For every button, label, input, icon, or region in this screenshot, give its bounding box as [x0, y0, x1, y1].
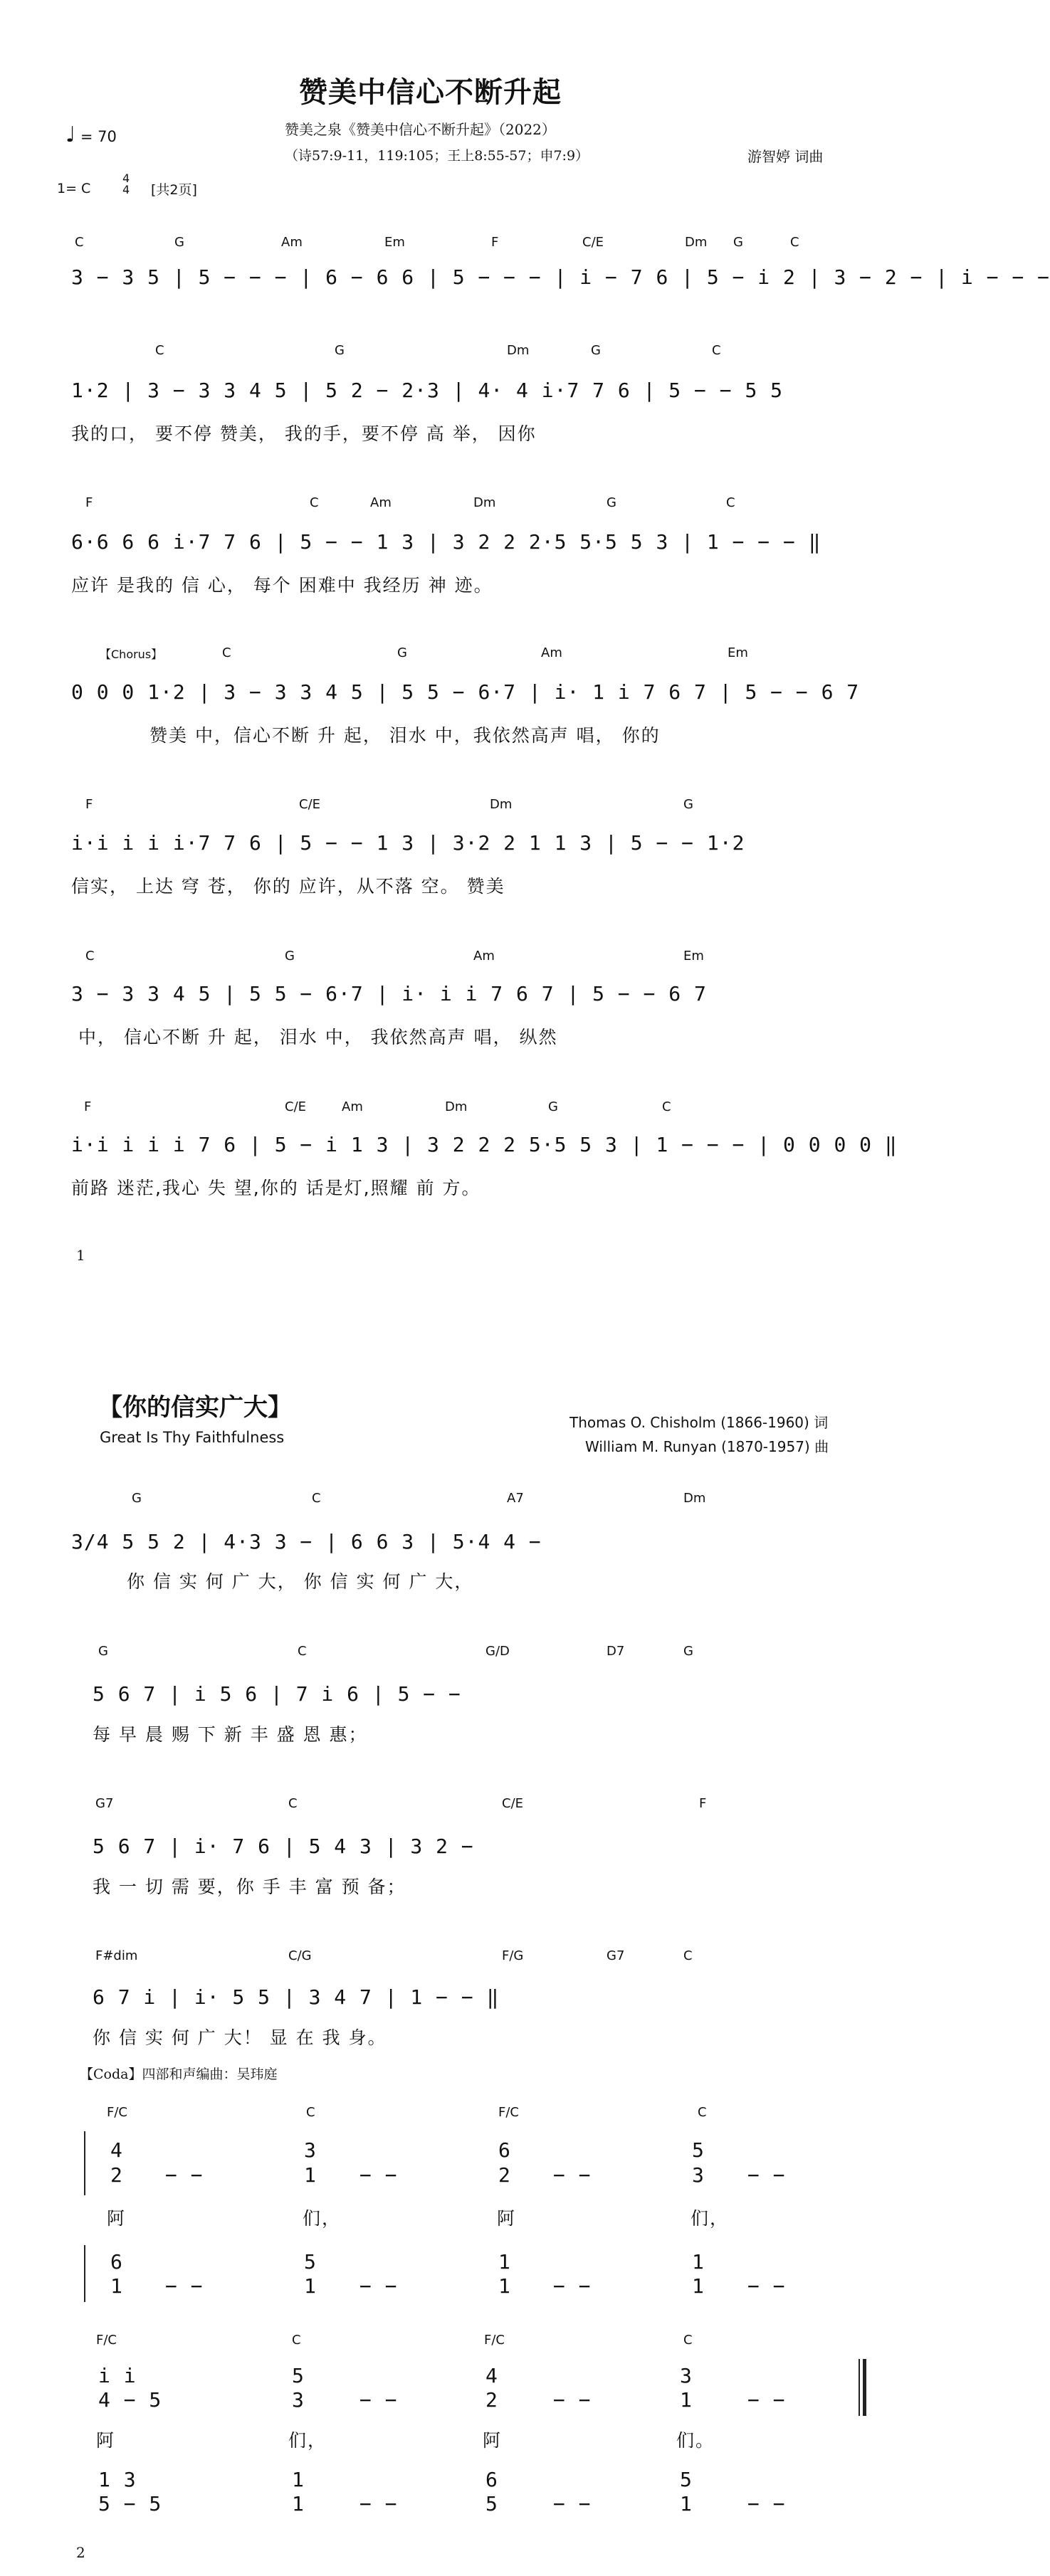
chord-symbol: C [662, 1099, 671, 1114]
lyric-row: 每 早 晨 赐 下 新 丰 盛 恩 惠； [93, 1724, 368, 1745]
soprano-note: 3 [680, 2364, 693, 2387]
chord-symbol: C [698, 2105, 707, 2120]
chord-symbol: C [222, 645, 231, 660]
alto-note: 4 − 5 [98, 2388, 162, 2412]
soprano-note: 3 [304, 2138, 317, 2162]
chord-symbol: C/E [285, 1099, 307, 1114]
tenor-note: 5 [304, 2250, 317, 2274]
chord-symbol: G [335, 343, 345, 358]
hymn-title: 【你的信实广大】 [98, 1393, 292, 1422]
chord-symbol: C [85, 949, 95, 964]
chord-symbol: C/E [502, 1796, 524, 1811]
alto-note: 1 [680, 2388, 693, 2412]
rest-dashes: − − [359, 2388, 398, 2412]
bass-note: 5 [485, 2492, 498, 2516]
page-number: 1 [76, 1247, 85, 1264]
page-number: 2 [76, 2544, 85, 2561]
lyric-row: 信实， 上达 穹 苍， 你的 应许，从不落 空。 赞美 [71, 876, 505, 897]
coda-lyric: 们。 [676, 2430, 715, 2451]
lyric-row: 我 一 切 需 要，你 手 丰 富 预 备； [93, 1876, 406, 1897]
chord-symbol: G [607, 495, 616, 510]
system-bracket [84, 2131, 85, 2195]
chord-symbol: C [712, 343, 721, 358]
final-barline [863, 2359, 866, 2416]
coda-lyric: 阿 [107, 2208, 127, 2229]
notation-row: i·i i i i 7 6 | 5 − i 1 3 | 3 2 2 2 5·5 5 3 | 1 − − − | 0 0 0 0 ‖ [71, 1133, 898, 1156]
chord-symbol: Dm [683, 1491, 706, 1506]
chord-symbol: Am [541, 645, 562, 660]
rest-dashes: − − [553, 2163, 592, 2187]
chord-symbol: G [591, 343, 601, 358]
tempo-marking: ♩ = 70 [65, 122, 117, 147]
chord-symbol: C [683, 1948, 693, 1963]
tenor-note: 6 [110, 2250, 123, 2274]
chord-symbol: Dm [507, 343, 530, 358]
lyric-row: 你 信 实 何 广 大， 你 信 实 何 广 大， [127, 1571, 474, 1592]
soprano-note: i i [98, 2364, 137, 2387]
section-label-chorus: 【Chorus】 [100, 648, 163, 661]
chord-symbol: G [132, 1491, 142, 1506]
bass-note: 5 − 5 [98, 2492, 162, 2516]
chord-symbol: Dm [445, 1099, 468, 1114]
alto-note: 3 [292, 2388, 305, 2412]
chord-symbol: C/G [288, 1948, 312, 1963]
chord-symbol: C [790, 235, 799, 250]
tenor-note: 1 3 [98, 2468, 137, 2491]
chord-symbol: Dm [685, 235, 708, 250]
chord-symbol: Am [281, 235, 303, 250]
chord-symbol: F/G [502, 1948, 524, 1963]
chord-symbol: F/C [96, 2333, 117, 2348]
scripture-refs: （诗57:9-11，119:105；王上8:55-57；申7:9） [285, 148, 589, 164]
key-signature: 1= C [57, 181, 91, 196]
notation-row: 0 0 0 1·2 | 3 − 3 3 4 5 | 5 5 − 6·7 | i· 1 i 7 6 7 | 5 − − 6 7 [71, 680, 860, 704]
soprano-note: 4 [110, 2138, 123, 2162]
chord-symbol: C [155, 343, 164, 358]
chord-symbol: F [491, 235, 499, 250]
soprano-note: 5 [292, 2364, 305, 2387]
lyric-row: 前路 迷茫,我心 失 望,你的 话是灯,照耀 前 方。 [71, 1178, 481, 1198]
lyricist-credit: Thomas O. Chisholm (1866-1960) 词 [569, 1414, 829, 1431]
chord-symbol: G [683, 797, 693, 812]
coda-lyric: 们， [288, 2430, 327, 2451]
alto-note: 2 [498, 2163, 511, 2187]
chord-symbol: Dm [473, 495, 496, 510]
coda-lyric: 阿 [497, 2208, 517, 2229]
rest-dashes: − − [553, 2492, 592, 2516]
chord-symbol: F#dim [95, 1948, 138, 1963]
chord-symbol: C [312, 1491, 321, 1506]
chord-symbol: G/D [485, 1644, 510, 1659]
chord-symbol: C [310, 495, 319, 510]
chord-symbol: F/C [484, 2333, 505, 2348]
chord-symbol: G [397, 645, 407, 660]
final-barline [859, 2359, 860, 2416]
tenor-note: 1 [498, 2250, 511, 2274]
chord-symbol: C/E [582, 235, 604, 250]
rest-dashes: − − [359, 2274, 398, 2298]
rest-dashes: − − [165, 2274, 204, 2298]
bass-note: 1 [680, 2492, 693, 2516]
author-credit: 游智婷 词曲 [747, 148, 824, 165]
chord-symbol: F [85, 797, 93, 812]
chord-symbol: G [683, 1644, 693, 1659]
chord-symbol: Am [342, 1099, 363, 1114]
tenor-note: 6 [485, 2468, 498, 2491]
alto-note: 3 [692, 2163, 705, 2187]
chord-symbol: G7 [95, 1796, 114, 1811]
notation-row: 6·6 6 6 i·7 7 6 | 5 − − 1 3 | 3 2 2 2·5 5·5 5 3 | 1 − − − ‖ [71, 530, 821, 554]
coda-lyric: 们， [303, 2208, 342, 2229]
notation-row: 1·2 | 3 − 3 3 4 5 | 5 2 − 2·3 | 4· 4 i·7 7 6 | 5 − − 5 5 [71, 379, 784, 402]
lyric-row: 中， 信心不断 升 起， 泪水 中， 我依然高声 唱， 纵然 [78, 1027, 558, 1047]
system-bracket [84, 2245, 85, 2302]
rest-dashes: − − [747, 2388, 786, 2412]
chord-symbol: A7 [507, 1491, 524, 1506]
coda-lyric: 们， [691, 2208, 730, 2229]
page-count-note: [共2页] [151, 182, 197, 198]
chord-symbol: C [292, 2333, 301, 2348]
alto-note: 2 [110, 2163, 123, 2187]
chord-symbol: Em [683, 949, 704, 964]
notation-row: 3 − 3 5 | 5 − − − | 6 − 6 6 | 5 − − − | i − 7 6 | 5 − i 2 | 3 − 2 − | i − − − [71, 265, 1050, 289]
bass-note: 1 [692, 2274, 705, 2298]
chord-symbol: F [85, 495, 93, 510]
chord-symbol: C [306, 2105, 315, 2120]
chord-symbol: Em [728, 645, 748, 660]
chord-symbol: G [174, 235, 184, 250]
chord-symbol: G [548, 1099, 558, 1114]
bass-note: 1 [110, 2274, 123, 2298]
lyric-row: 你 信 实 何 广 大！ 显 在 我 身。 [93, 2027, 387, 2048]
composer-credit: William M. Runyan (1870-1957) 曲 [585, 1438, 829, 1455]
rest-dashes: − − [747, 2163, 786, 2187]
coda-label: 【Coda】四部和声编曲：吴玮庭 [80, 2066, 278, 2082]
notation-row: 6 7 i | i· 5 5 | 3 4 7 | 1 − − ‖ [93, 1985, 500, 2009]
chord-symbol: G7 [607, 1948, 625, 1963]
chord-symbol: Dm [490, 797, 513, 812]
bass-note: 1 [498, 2274, 511, 2298]
rest-dashes: − − [747, 2274, 786, 2298]
lyric-row: 我的口， 要不停 赞美， 我的手，要不停 高 举， 因你 [71, 423, 537, 444]
notation-row: i·i i i i·7 7 6 | 5 − − 1 3 | 3·2 2 1 1 3 | 5 − − 1·2 [71, 831, 745, 855]
lyric-row: 应许 是我的 信 心， 每个 困难中 我经历 神 迹。 [71, 575, 493, 596]
rest-dashes: − − [359, 2492, 398, 2516]
rest-dashes: − − [359, 2163, 398, 2187]
chord-symbol: F [699, 1796, 707, 1811]
lyric-row: 赞美 中，信心不断 升 起， 泪水 中，我依然高声 唱， 你的 [149, 725, 661, 746]
notation-row: 3 − 3 3 4 5 | 5 5 − 6·7 | i· i i 7 6 7 | 5 − − 6 7 [71, 982, 707, 1005]
chord-symbol: F/C [498, 2105, 519, 2120]
quarter-note-icon: ♩ [65, 122, 76, 147]
chord-symbol: F/C [107, 2105, 127, 2120]
chord-symbol: Am [370, 495, 392, 510]
coda-lyric: 阿 [483, 2430, 503, 2451]
chord-symbol: G [98, 1644, 108, 1659]
chord-symbol: Em [384, 235, 405, 250]
rest-dashes: − − [165, 2163, 204, 2187]
chord-symbol: D7 [607, 1644, 625, 1659]
song-title: 赞美中信心不断升起 [299, 76, 562, 109]
rest-dashes: − − [747, 2492, 786, 2516]
tenor-note: 5 [680, 2468, 693, 2491]
soprano-note: 4 [485, 2364, 498, 2387]
chord-symbol: C [726, 495, 735, 510]
bass-note: 1 [304, 2274, 317, 2298]
notation-row: 3/4 5 5 2 | 4·3 3 − | 6 6 3 | 5·4 4 − [71, 1530, 542, 1553]
hymn-subtitle: Great Is Thy Faithfulness [100, 1429, 285, 1446]
bass-note: 1 [292, 2492, 305, 2516]
rest-dashes: − − [553, 2388, 592, 2412]
alto-note: 2 [485, 2388, 498, 2412]
soprano-note: 5 [692, 2138, 705, 2162]
chord-symbol: C [75, 235, 84, 250]
chord-symbol: C [298, 1644, 307, 1659]
notation-row: 5 6 7 | i 5 6 | 7 i 6 | 5 − − [93, 1682, 461, 1706]
chord-symbol: C [288, 1796, 298, 1811]
chord-symbol: G [733, 235, 743, 250]
rest-dashes: − − [553, 2274, 592, 2298]
chord-symbol: G [285, 949, 295, 964]
chord-symbol: C [683, 2333, 693, 2348]
chord-symbol: C/E [299, 797, 321, 812]
coda-lyric: 阿 [96, 2430, 116, 2451]
source-line: 赞美之泉《赞美中信心不断升起》（2022） [285, 121, 556, 138]
alto-note: 1 [304, 2163, 317, 2187]
chord-symbol: F [84, 1099, 92, 1114]
tenor-note: 1 [692, 2250, 705, 2274]
tenor-note: 1 [292, 2468, 305, 2491]
notation-row: 5 6 7 | i· 7 6 | 5 4 3 | 3 2 − [93, 1835, 474, 1858]
soprano-note: 6 [498, 2138, 511, 2162]
time-signature: 4 4 [122, 171, 130, 196]
chord-symbol: Am [473, 949, 495, 964]
